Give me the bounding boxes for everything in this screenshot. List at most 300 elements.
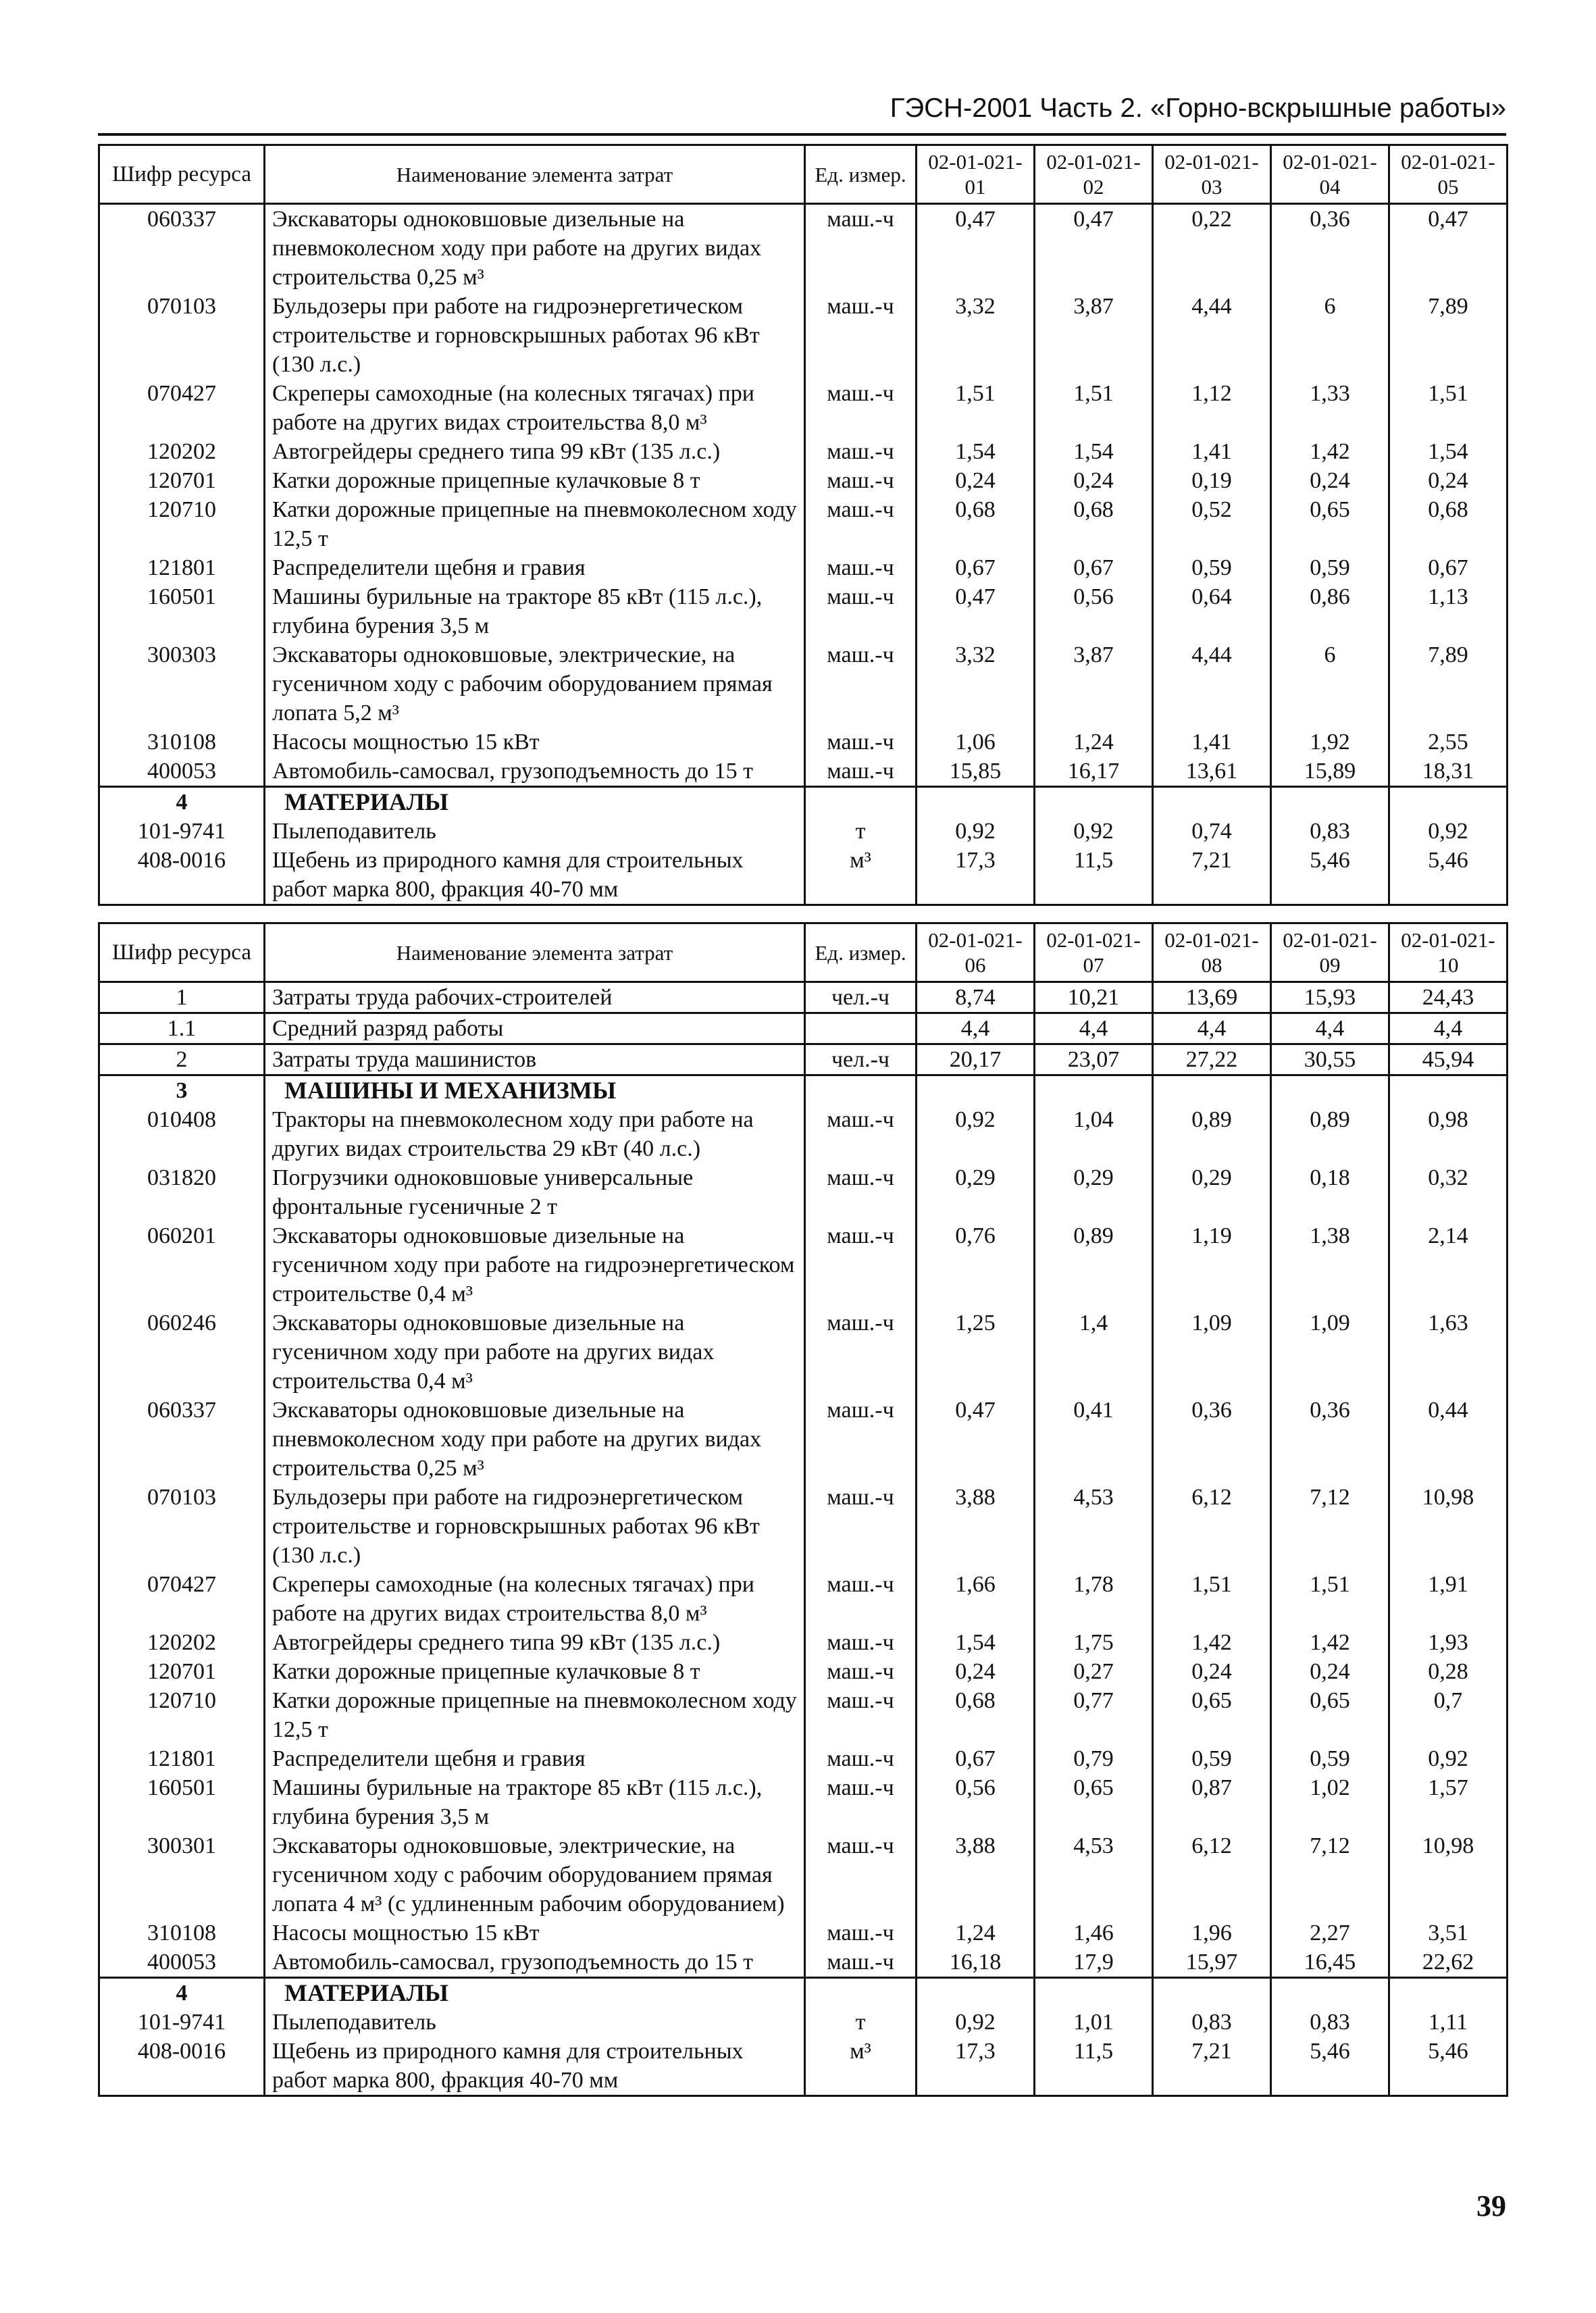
rate-value-cell: 0,83 bbox=[1271, 2008, 1389, 2037]
resource-code-cell: 060246 bbox=[99, 1308, 265, 1396]
cost-element-name-cell: Экскаваторы одноковшовые дизельные на пневмоколесном ходу при работе на других видах строительства 0,25 м³ bbox=[265, 1396, 805, 1483]
rate-value-cell: 1,51 bbox=[1035, 379, 1153, 437]
rate-value-cell: 13,69 bbox=[1153, 982, 1271, 1013]
resource-code-cell: 070427 bbox=[99, 379, 265, 437]
unit-cell: маш.-ч bbox=[805, 640, 917, 728]
cost-element-name-cell: Катки дорожные прицепные кулачковые 8 т bbox=[265, 466, 805, 495]
rate-value-cell: 23,07 bbox=[1035, 1044, 1153, 1075]
rate-value-cell: 1,4 bbox=[1035, 1308, 1153, 1396]
rate-value-cell: 0,67 bbox=[1035, 553, 1153, 582]
rate-value-cell: 27,22 bbox=[1153, 1044, 1271, 1075]
rate-value-cell: 0,83 bbox=[1153, 2008, 1271, 2037]
rate-value-cell: 0,92 bbox=[917, 2008, 1035, 2037]
rate-value-cell: 1,46 bbox=[1035, 1918, 1153, 1948]
section-row bbox=[99, 1075, 1508, 1106]
table-row bbox=[99, 640, 1508, 728]
rate-value-cell: 1,42 bbox=[1271, 437, 1389, 466]
rate-value-cell: 0,29 bbox=[1153, 1163, 1271, 1221]
resource-code-cell: 4 bbox=[99, 787, 265, 817]
table-row bbox=[99, 1918, 1508, 1948]
cost-element-name-cell: Распределители щебня и гравия bbox=[265, 1744, 805, 1773]
rate-value-cell: 1,11 bbox=[1389, 2008, 1508, 2037]
rate-value-cell: 1,06 bbox=[917, 728, 1035, 757]
unit-cell bbox=[805, 1978, 917, 2008]
rate-value-cell: 11,5 bbox=[1035, 2037, 1153, 2096]
cost-element-name-cell: Скреперы самоходные (на колесных тягачах) при работе на других видах строительства 8,0 м³ bbox=[265, 1570, 805, 1628]
rate-value-cell: 0,74 bbox=[1153, 817, 1271, 846]
rate-value-cell bbox=[1035, 1075, 1153, 1106]
rate-value-cell bbox=[917, 1978, 1035, 2008]
rate-value-cell: 0,44 bbox=[1389, 1396, 1508, 1483]
rate-value-cell: 1,54 bbox=[1035, 437, 1153, 466]
table-row bbox=[99, 1013, 1508, 1044]
rate-value-cell: 0,65 bbox=[1035, 1773, 1153, 1831]
resource-code-cell: 2 bbox=[99, 1044, 265, 1075]
rate-value-cell: 1,66 bbox=[917, 1570, 1035, 1628]
col-header-rate: 02-01-021-03 bbox=[1153, 145, 1271, 204]
rate-value-cell: 1,41 bbox=[1153, 437, 1271, 466]
table-row bbox=[99, 846, 1508, 905]
rate-value-cell: 4,4 bbox=[917, 1013, 1035, 1044]
unit-cell: маш.-ч bbox=[805, 1948, 917, 1978]
rate-value-cell: 10,98 bbox=[1389, 1483, 1508, 1570]
resource-code-cell: 070103 bbox=[99, 1483, 265, 1570]
rate-value-cell: 0,89 bbox=[1153, 1105, 1271, 1163]
rate-value-cell: 0,92 bbox=[1389, 817, 1508, 846]
rate-value-cell: 20,17 bbox=[917, 1044, 1035, 1075]
col-header-unit: Ед. измер. bbox=[805, 923, 917, 982]
rate-value-cell: 1,02 bbox=[1271, 1773, 1389, 1831]
rate-value-cell: 0,56 bbox=[917, 1773, 1035, 1831]
unit-cell: маш.-ч bbox=[805, 1221, 917, 1308]
rate-value-cell: 0,36 bbox=[1271, 204, 1389, 293]
table-row bbox=[99, 1570, 1508, 1628]
col-header-name: Наименование элемента затрат bbox=[265, 145, 805, 204]
cost-element-name-cell: МАТЕРИАЛЫ bbox=[265, 787, 805, 817]
col-header-rate: 02-01-021-02 bbox=[1035, 145, 1153, 204]
table-row bbox=[99, 1396, 1508, 1483]
rate-value-cell: 30,55 bbox=[1271, 1044, 1389, 1075]
rate-value-cell: 0,24 bbox=[1153, 1657, 1271, 1686]
cost-element-name-cell: Катки дорожные прицепные на пневмоколесном ходу 12,5 т bbox=[265, 495, 805, 553]
cost-element-name-cell: Насосы мощностью 15 кВт bbox=[265, 1918, 805, 1948]
cost-element-name-cell: Щебень из природного камня для строительных работ марка 800, фракция 40-70 мм bbox=[265, 846, 805, 905]
rate-value-cell: 0,19 bbox=[1153, 466, 1271, 495]
rate-value-cell: 0,24 bbox=[1389, 466, 1508, 495]
unit-cell: маш.-ч bbox=[805, 1105, 917, 1163]
rate-value-cell: 0,67 bbox=[1389, 553, 1508, 582]
rate-value-cell: 3,51 bbox=[1389, 1918, 1508, 1948]
col-header-unit: Ед. измер. bbox=[805, 145, 917, 204]
rate-value-cell: 2,14 bbox=[1389, 1221, 1508, 1308]
col-header-code: Шифр ресурса bbox=[99, 145, 265, 204]
table-header-row bbox=[99, 923, 1508, 982]
rate-value-cell: 1,96 bbox=[1153, 1918, 1271, 1948]
resource-code-cell: 101-9741 bbox=[99, 2008, 265, 2037]
rate-value-cell: 3,88 bbox=[917, 1831, 1035, 1918]
resource-code-cell: 031820 bbox=[99, 1163, 265, 1221]
rate-value-cell: 2,27 bbox=[1271, 1918, 1389, 1948]
cost-element-name-cell: Машины бурильные на тракторе 85 кВт (115 л.с.), глубина бурения 3,5 м bbox=[265, 582, 805, 640]
unit-cell: маш.-ч bbox=[805, 1308, 917, 1396]
rate-value-cell: 1,33 bbox=[1271, 379, 1389, 437]
rate-value-cell: 0,65 bbox=[1153, 1686, 1271, 1744]
col-header-rate: 02-01-021-06 bbox=[917, 923, 1035, 982]
rate-value-cell: 16,18 bbox=[917, 1948, 1035, 1978]
rate-value-cell: 3,87 bbox=[1035, 292, 1153, 379]
rate-value-cell: 1,54 bbox=[917, 1628, 1035, 1657]
unit-cell: маш.-ч bbox=[805, 757, 917, 787]
rate-value-cell: 15,89 bbox=[1271, 757, 1389, 787]
table-row bbox=[99, 582, 1508, 640]
unit-cell: м³ bbox=[805, 2037, 917, 2096]
unit-cell: маш.-ч bbox=[805, 582, 917, 640]
table-row bbox=[99, 817, 1508, 846]
rate-value-cell: 2,55 bbox=[1389, 728, 1508, 757]
rate-value-cell: 1,57 bbox=[1389, 1773, 1508, 1831]
rate-value-cell: 0,36 bbox=[1153, 1396, 1271, 1483]
rate-value-cell: 1,51 bbox=[1271, 1570, 1389, 1628]
rate-value-cell: 0,68 bbox=[917, 1686, 1035, 1744]
table-row bbox=[99, 1773, 1508, 1831]
resource-code-cell: 060201 bbox=[99, 1221, 265, 1308]
rate-value-cell: 3,87 bbox=[1035, 640, 1153, 728]
rate-value-cell: 0,29 bbox=[917, 1163, 1035, 1221]
unit-cell: м³ bbox=[805, 846, 917, 905]
rate-value-cell: 5,46 bbox=[1271, 2037, 1389, 2096]
rate-value-cell: 1,04 bbox=[1035, 1105, 1153, 1163]
rate-value-cell: 1,51 bbox=[917, 379, 1035, 437]
rate-value-cell: 18,31 bbox=[1389, 757, 1508, 787]
rate-value-cell bbox=[1271, 1075, 1389, 1106]
rate-value-cell: 0,59 bbox=[1271, 553, 1389, 582]
rate-value-cell: 16,17 bbox=[1035, 757, 1153, 787]
table-row bbox=[99, 437, 1508, 466]
rate-value-cell: 15,97 bbox=[1153, 1948, 1271, 1978]
rate-value-cell: 0,32 bbox=[1389, 1163, 1508, 1221]
rate-value-cell: 3,32 bbox=[917, 640, 1035, 728]
resource-code-cell: 1 bbox=[99, 982, 265, 1013]
rate-value-cell: 0,24 bbox=[1271, 466, 1389, 495]
table-row bbox=[99, 1744, 1508, 1773]
resource-code-cell: 1.1 bbox=[99, 1013, 265, 1044]
col-header-rate: 02-01-021-07 bbox=[1035, 923, 1153, 982]
resource-code-cell: 070427 bbox=[99, 1570, 265, 1628]
rate-value-cell: 1,41 bbox=[1153, 728, 1271, 757]
section-row bbox=[99, 787, 1508, 817]
table-row bbox=[99, 1105, 1508, 1163]
unit-cell: т bbox=[805, 817, 917, 846]
cost-element-name-cell: Катки дорожные прицепные кулачковые 8 т bbox=[265, 1657, 805, 1686]
cost-element-name-cell: Затраты труда рабочих-строителей bbox=[265, 982, 805, 1013]
rate-value-cell: 0,41 bbox=[1035, 1396, 1153, 1483]
rate-value-cell: 4,44 bbox=[1153, 292, 1271, 379]
unit-cell: чел.-ч bbox=[805, 982, 917, 1013]
rate-value-cell: 1,38 bbox=[1271, 1221, 1389, 1308]
rate-value-cell: 7,21 bbox=[1153, 846, 1271, 905]
unit-cell: маш.-ч bbox=[805, 1657, 917, 1686]
cost-element-name-cell: Затраты труда машинистов bbox=[265, 1044, 805, 1075]
table-row bbox=[99, 1483, 1508, 1570]
rate-value-cell: 0,47 bbox=[1035, 204, 1153, 293]
rate-value-cell: 1,19 bbox=[1153, 1221, 1271, 1308]
rate-value-cell: 0,24 bbox=[917, 1657, 1035, 1686]
cost-element-name-cell: Распределители щебня и гравия bbox=[265, 553, 805, 582]
col-header-rate: 02-01-021-09 bbox=[1271, 923, 1389, 982]
rate-value-cell: 0,52 bbox=[1153, 495, 1271, 553]
resource-code-cell: 120202 bbox=[99, 1628, 265, 1657]
rate-value-cell bbox=[1153, 1075, 1271, 1106]
rate-value-cell: 0,36 bbox=[1271, 1396, 1389, 1483]
rate-value-cell: 0,59 bbox=[1153, 553, 1271, 582]
section-row bbox=[99, 1978, 1508, 2008]
table-row bbox=[99, 2008, 1508, 2037]
cost-element-name-cell: Машины бурильные на тракторе 85 кВт (115 л.с.), глубина бурения 3,5 м bbox=[265, 1773, 805, 1831]
rate-value-cell: 1,24 bbox=[1035, 728, 1153, 757]
resource-code-cell: 120701 bbox=[99, 1657, 265, 1686]
resource-code-cell: 060337 bbox=[99, 204, 265, 293]
rate-value-cell: 0,92 bbox=[1035, 817, 1153, 846]
table-row bbox=[99, 757, 1508, 787]
resource-code-cell: 408-0016 bbox=[99, 846, 265, 905]
rate-value-cell: 22,62 bbox=[1389, 1948, 1508, 1978]
rate-value-cell: 0,67 bbox=[917, 1744, 1035, 1773]
table-row bbox=[99, 1628, 1508, 1657]
rate-value-cell: 5,46 bbox=[1271, 846, 1389, 905]
col-header-code: Шифр ресурса bbox=[99, 923, 265, 982]
running-header: ГЭСН-2001 Часть 2. «Горно-вскрышные работы» bbox=[890, 93, 1506, 123]
col-header-rate: 02-01-021-04 bbox=[1271, 145, 1389, 204]
rate-value-cell: 1,25 bbox=[917, 1308, 1035, 1396]
col-header-rate: 02-01-021-01 bbox=[917, 145, 1035, 204]
cost-element-name-cell: Погрузчики одноковшовые универсальные фронтальные гусеничные 2 т bbox=[265, 1163, 805, 1221]
table-row bbox=[99, 1657, 1508, 1686]
rate-value-cell: 0,87 bbox=[1153, 1773, 1271, 1831]
rate-value-cell: 13,61 bbox=[1153, 757, 1271, 787]
rate-value-cell: 16,45 bbox=[1271, 1948, 1389, 1978]
rate-value-cell: 0,59 bbox=[1153, 1744, 1271, 1773]
unit-cell: маш.-ч bbox=[805, 292, 917, 379]
cost-element-name-cell: Автогрейдеры среднего типа 99 кВт (135 л.с.) bbox=[265, 1628, 805, 1657]
rate-value-cell: 6,12 bbox=[1153, 1831, 1271, 1918]
resource-code-cell: 120710 bbox=[99, 1686, 265, 1744]
table-row bbox=[99, 1221, 1508, 1308]
col-header-rate: 02-01-021-05 bbox=[1389, 145, 1508, 204]
table-row bbox=[99, 1948, 1508, 1978]
unit-cell: маш.-ч bbox=[805, 1628, 917, 1657]
cost-element-name-cell: Скреперы самоходные (на колесных тягачах) при работе на других видах строительства 8,0 м³ bbox=[265, 379, 805, 437]
rate-value-cell: 7,21 bbox=[1153, 2037, 1271, 2096]
rate-value-cell: 1,01 bbox=[1035, 2008, 1153, 2037]
cost-element-name-cell: Экскаваторы одноковшовые, электрические, на гусеничном ходу с рабочим оборудованием прямая лопата 4 м³ (с удлиненным рабочим оборудованием) bbox=[265, 1831, 805, 1918]
resource-code-cell: 120701 bbox=[99, 466, 265, 495]
rate-value-cell: 1,42 bbox=[1271, 1628, 1389, 1657]
resource-table-1 bbox=[98, 144, 1508, 906]
rate-value-cell: 1,09 bbox=[1271, 1308, 1389, 1396]
rate-value-cell: 0,24 bbox=[1271, 1657, 1389, 1686]
table-row bbox=[99, 495, 1508, 553]
unit-cell: маш.-ч bbox=[805, 437, 917, 466]
resource-code-cell: 400053 bbox=[99, 1948, 265, 1978]
resource-code-cell: 160501 bbox=[99, 1773, 265, 1831]
table-row bbox=[99, 1163, 1508, 1221]
col-header-name: Наименование элемента затрат bbox=[265, 923, 805, 982]
unit-cell: маш.-ч bbox=[805, 1686, 917, 1744]
rate-value-cell: 0,76 bbox=[917, 1221, 1035, 1308]
rate-value-cell: 10,98 bbox=[1389, 1831, 1508, 1918]
rate-value-cell: 15,93 bbox=[1271, 982, 1389, 1013]
rate-value-cell: 1,54 bbox=[917, 437, 1035, 466]
rate-value-cell: 1,24 bbox=[917, 1918, 1035, 1948]
unit-cell: маш.-ч bbox=[805, 1831, 917, 1918]
cost-element-name-cell: Экскаваторы одноковшовые дизельные на пневмоколесном ходу при работе на других видах строительства 0,25 м³ bbox=[265, 204, 805, 293]
cost-element-name-cell: Бульдозеры при работе на гидроэнергетическом строительстве и горновскрышных работах 96 кВт (130 л.с.) bbox=[265, 292, 805, 379]
rate-value-cell bbox=[917, 1075, 1035, 1106]
unit-cell: маш.-ч bbox=[805, 1773, 917, 1831]
rate-value-cell: 6 bbox=[1271, 640, 1389, 728]
rate-value-cell: 4,4 bbox=[1271, 1013, 1389, 1044]
rate-value-cell: 11,5 bbox=[1035, 846, 1153, 905]
table-row bbox=[99, 553, 1508, 582]
rate-value-cell: 0,92 bbox=[1389, 1744, 1508, 1773]
resource-code-cell: 310108 bbox=[99, 728, 265, 757]
rate-value-cell: 0,79 bbox=[1035, 1744, 1153, 1773]
unit-cell: маш.-ч bbox=[805, 466, 917, 495]
rate-value-cell bbox=[1035, 787, 1153, 817]
unit-cell: маш.-ч bbox=[805, 1396, 917, 1483]
resource-code-cell: 408-0016 bbox=[99, 2037, 265, 2096]
rate-value-cell: 5,46 bbox=[1389, 846, 1508, 905]
cost-element-name-cell: Пылеподавитель bbox=[265, 2008, 805, 2037]
rate-value-cell: 1,09 bbox=[1153, 1308, 1271, 1396]
rate-value-cell: 3,32 bbox=[917, 292, 1035, 379]
resource-code-cell: 060337 bbox=[99, 1396, 265, 1483]
table-row bbox=[99, 2037, 1508, 2096]
rate-value-cell bbox=[1035, 1978, 1153, 2008]
rate-value-cell: 4,4 bbox=[1035, 1013, 1153, 1044]
rate-value-cell: 1,51 bbox=[1153, 1570, 1271, 1628]
cost-element-name-cell: Автомобиль-самосвал, грузоподъемность до 15 т bbox=[265, 757, 805, 787]
rate-value-cell: 1,63 bbox=[1389, 1308, 1508, 1396]
resource-code-cell: 120710 bbox=[99, 495, 265, 553]
rate-value-cell: 0,7 bbox=[1389, 1686, 1508, 1744]
rate-value-cell: 3,88 bbox=[917, 1483, 1035, 1570]
rate-value-cell: 0,98 bbox=[1389, 1105, 1508, 1163]
table-row bbox=[99, 1831, 1508, 1918]
rate-value-cell: 0,64 bbox=[1153, 582, 1271, 640]
rate-value-cell: 0,47 bbox=[917, 204, 1035, 293]
rate-value-cell: 4,53 bbox=[1035, 1483, 1153, 1570]
resource-code-cell: 4 bbox=[99, 1978, 265, 2008]
table-row bbox=[99, 1308, 1508, 1396]
rate-value-cell: 45,94 bbox=[1389, 1044, 1508, 1075]
table-row bbox=[99, 1044, 1508, 1075]
resource-table-2 bbox=[98, 922, 1508, 2097]
resource-code-cell: 300301 bbox=[99, 1831, 265, 1918]
rate-value-cell: 10,21 bbox=[1035, 982, 1153, 1013]
rate-value-cell: 0,24 bbox=[1035, 466, 1153, 495]
cost-element-name-cell: Бульдозеры при работе на гидроэнергетическом строительстве и горновскрышных работах 96 кВт (130 л.с.) bbox=[265, 1483, 805, 1570]
cost-element-name-cell: Катки дорожные прицепные на пневмоколесном ходу 12,5 т bbox=[265, 1686, 805, 1744]
rate-value-cell: 0,67 bbox=[917, 553, 1035, 582]
rate-value-cell: 1,92 bbox=[1271, 728, 1389, 757]
rate-value-cell: 0,92 bbox=[917, 1105, 1035, 1163]
rate-value-cell: 0,18 bbox=[1271, 1163, 1389, 1221]
unit-cell: маш.-ч bbox=[805, 1163, 917, 1221]
rate-value-cell bbox=[1389, 1978, 1508, 2008]
cost-element-name-cell: Экскаваторы одноковшовые дизельные на гусеничном ходу при работе на гидроэнергетическом строительстве 0,4 м³ bbox=[265, 1221, 805, 1308]
rate-value-cell: 24,43 bbox=[1389, 982, 1508, 1013]
rate-value-cell: 0,29 bbox=[1035, 1163, 1153, 1221]
col-header-rate: 02-01-021-10 bbox=[1389, 923, 1508, 982]
rate-value-cell bbox=[1389, 1075, 1508, 1106]
rate-value-cell bbox=[1389, 787, 1508, 817]
unit-cell: т bbox=[805, 2008, 917, 2037]
cost-element-name-cell: МАШИНЫ И МЕХАНИЗМЫ bbox=[265, 1075, 805, 1106]
unit-cell bbox=[805, 1013, 917, 1044]
unit-cell: маш.-ч bbox=[805, 379, 917, 437]
unit-cell: маш.-ч bbox=[805, 495, 917, 553]
table-row bbox=[99, 982, 1508, 1013]
rate-value-cell: 0,89 bbox=[1035, 1221, 1153, 1308]
page-number: 39 bbox=[1476, 2189, 1506, 2222]
rate-value-cell: 0,65 bbox=[1271, 495, 1389, 553]
resource-code-cell: 160501 bbox=[99, 582, 265, 640]
rate-value-cell: 8,74 bbox=[917, 982, 1035, 1013]
cost-element-name-cell: Автогрейдеры среднего типа 99 кВт (135 л.с.) bbox=[265, 437, 805, 466]
cost-element-name-cell: Насосы мощностью 15 кВт bbox=[265, 728, 805, 757]
rate-value-cell: 0,89 bbox=[1271, 1105, 1389, 1163]
rate-value-cell bbox=[1271, 787, 1389, 817]
rate-value-cell: 4,53 bbox=[1035, 1831, 1153, 1918]
rate-value-cell: 17,3 bbox=[917, 2037, 1035, 2096]
rate-value-cell: 1,75 bbox=[1035, 1628, 1153, 1657]
rate-value-cell: 1,51 bbox=[1389, 379, 1508, 437]
rate-value-cell: 4,44 bbox=[1153, 640, 1271, 728]
unit-cell: маш.-ч bbox=[805, 728, 917, 757]
rate-value-cell: 7,89 bbox=[1389, 292, 1508, 379]
table-row bbox=[99, 466, 1508, 495]
unit-cell: маш.-ч bbox=[805, 1483, 917, 1570]
rate-value-cell: 1,13 bbox=[1389, 582, 1508, 640]
rate-value-cell: 0,47 bbox=[917, 1396, 1035, 1483]
rate-value-cell: 0,65 bbox=[1271, 1686, 1389, 1744]
table-row bbox=[99, 204, 1508, 293]
rate-value-cell: 1,78 bbox=[1035, 1570, 1153, 1628]
rate-value-cell: 0,59 bbox=[1271, 1744, 1389, 1773]
rate-value-cell: 0,22 bbox=[1153, 204, 1271, 293]
rate-value-cell bbox=[1271, 1978, 1389, 2008]
rate-value-cell: 1,42 bbox=[1153, 1628, 1271, 1657]
rate-value-cell: 0,86 bbox=[1271, 582, 1389, 640]
cost-element-name-cell: Пылеподавитель bbox=[265, 817, 805, 846]
rate-value-cell: 0,47 bbox=[917, 582, 1035, 640]
unit-cell: маш.-ч bbox=[805, 1918, 917, 1948]
rate-value-cell bbox=[1153, 1978, 1271, 2008]
col-header-rate: 02-01-021-08 bbox=[1153, 923, 1271, 982]
rate-value-cell: 0,27 bbox=[1035, 1657, 1153, 1686]
table-row bbox=[99, 292, 1508, 379]
rate-value-cell bbox=[1153, 787, 1271, 817]
resource-code-cell: 010408 bbox=[99, 1105, 265, 1163]
rate-value-cell: 17,3 bbox=[917, 846, 1035, 905]
rate-value-cell: 4,4 bbox=[1389, 1013, 1508, 1044]
rate-value-cell: 7,89 bbox=[1389, 640, 1508, 728]
rate-value-cell: 0,56 bbox=[1035, 582, 1153, 640]
table-header-row bbox=[99, 145, 1508, 204]
resource-code-cell: 070103 bbox=[99, 292, 265, 379]
resource-code-cell: 310108 bbox=[99, 1918, 265, 1948]
